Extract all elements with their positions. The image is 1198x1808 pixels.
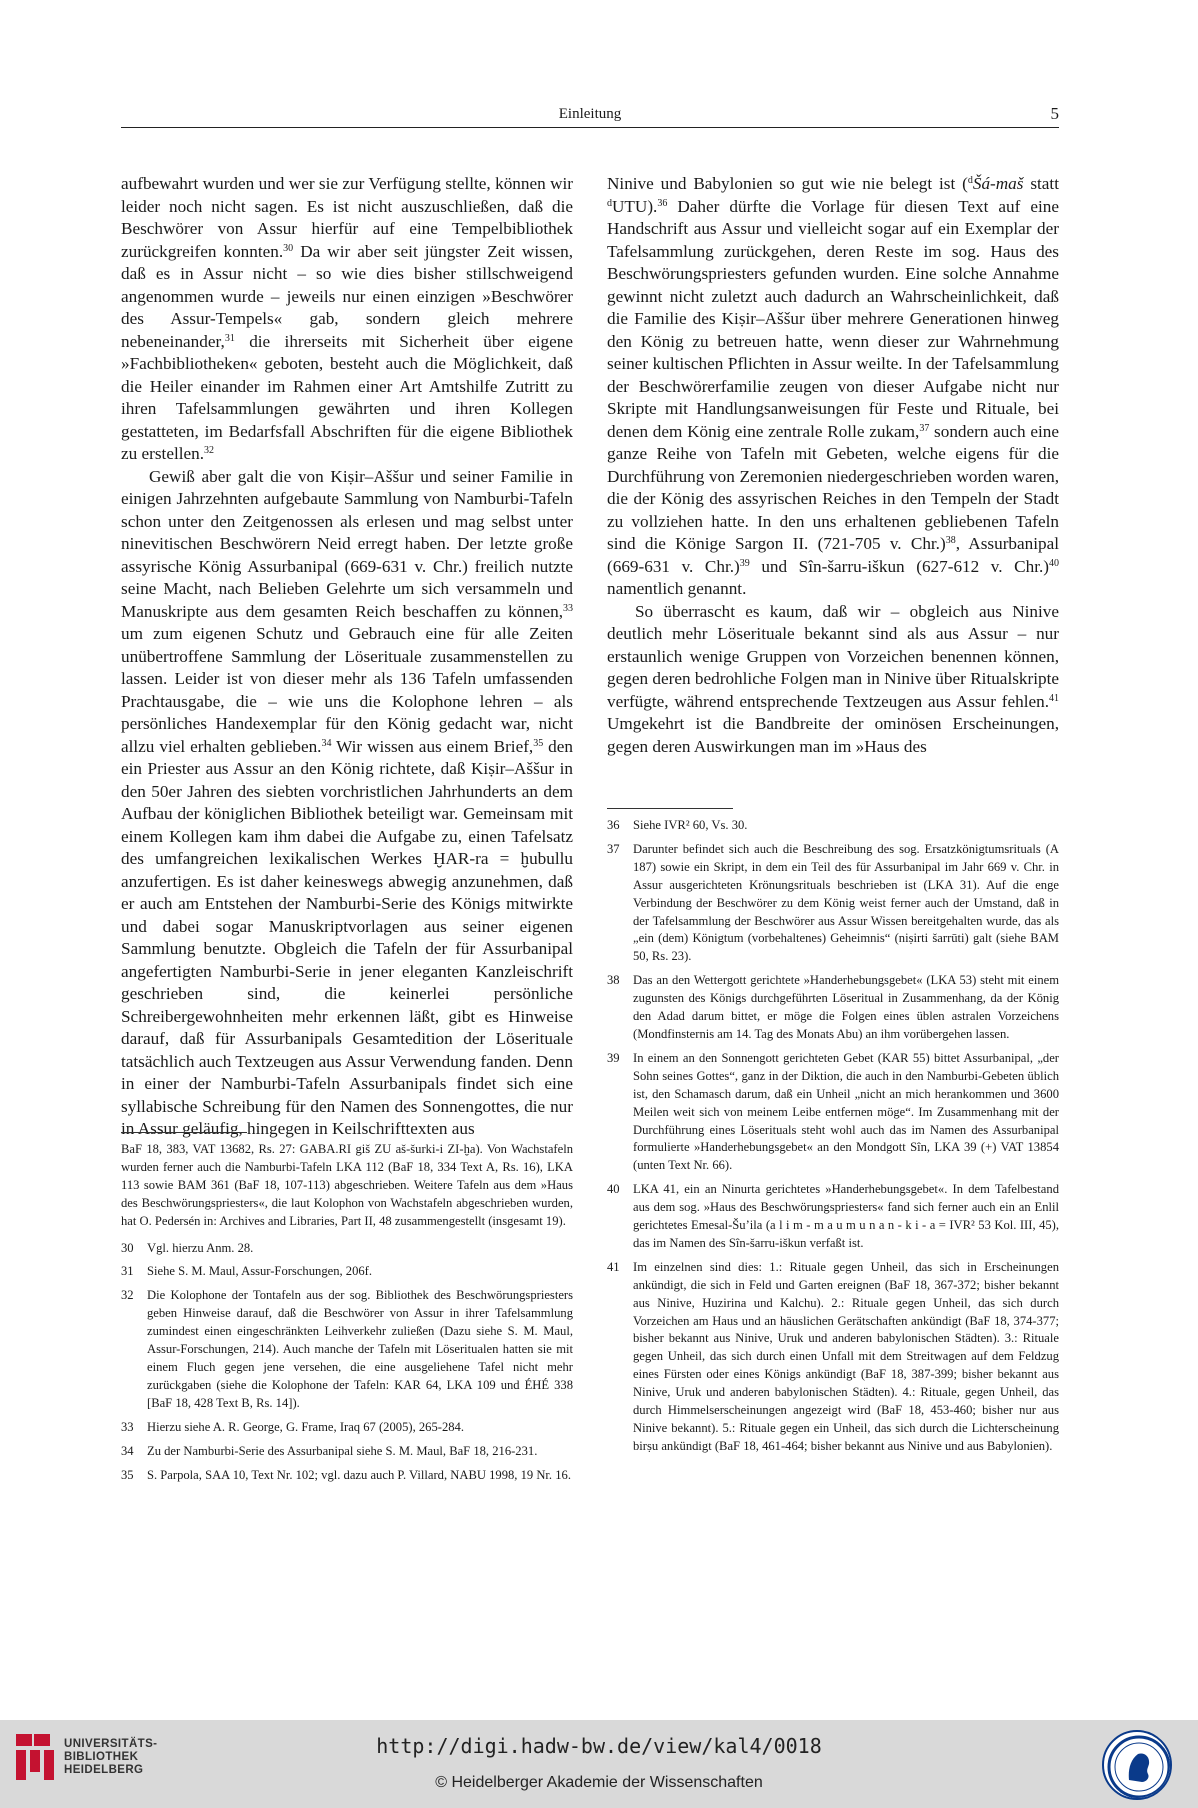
footnotes-left bbox=[121, 1141, 573, 1490]
paragraph: Gewiß aber galt die von Kiṣir–Aššur und seiner Familie in einigen Jahrzehnten aufgebaute Sammlung von Namburbi-Tafeln schon unter den Zeitgenossen als erlesen und mag selbst unter ninevitischen Beschwörern Neid erregt haben. Der letzte große assyrische König Assurbanipal (669-631 v. Chr.) freilich nutzte seine Macht, nach Belieben Gelehrte um sich versammeln und Manuskripte aus dem gesamten Reich beschaffen zu können,$^{33}$ um zum eigenen Schutz und Gebrauch eine für alle Zeiten unübertroffene Sammlung der Löserituale zusammenstellen zu lassen. Leider ist von dieser mehr als 136 Tafeln umfassenden Prachtausgabe, die – wie uns die Kolophone lehren – als persönliches Handexemplar für den König gedacht war, nicht allzu viel erhalten geblieben.$^{34}$ Wir wissen aus einem Brief,$^{35}$ den ein Priester aus Assur an den König richtete, daß Kiṣir–Aššur in den 50er Jahren des siebten vorchristlichen Jahrhunderts an dem Aufbau der königlichen Bibliothek beteiligt war. Gemeinsam mit einem Kollegen kam ihm dabei die Aufgabe zu, einen Tafelsatz des umfangreichen lexikalischen Werkes ḪAR-ra = ḫubullu anzufertigen. Es ist daher keineswegs abwegig anzunehmen, daß er auch am Entstehen der Namburbi-Serie des Königs mitwirkte und dabei sogar Manuskriptvorlagen aus seiner eigenen Sammlung benutzte. Obgleich die Tafeln der für Assurbanipal angefertigten Namburbi-Serie in jener eleganten Kanzleischrift geschrieben sind, die keinerlei persönliche Schreibergewohnheiten mehr erkennen läßt, gibt es Hinweise darauf, daß für Assurbanipals Gesamtedition der Löserituale tatsächlich auch Textzeugen aus Assur Verwendung fanden. Denn in einer der Namburbi-Tafeln Assurbanipals findet sich eine syllabische Schreibung für den Namen des Sonnengottes, die nur in Assur geläufig, hingegen in Keilschrifttexten aus bbox=[121, 466, 573, 1138]
footnote-ref[interactable]: 38 bbox=[945, 535, 956, 546]
footnote-number: 33 bbox=[121, 1419, 134, 1434]
logo-line: UNIVERSITÄTS- bbox=[64, 1737, 158, 1750]
footnote-ref[interactable]: 30 bbox=[283, 242, 294, 254]
footnote-ref[interactable]: 31 bbox=[224, 332, 235, 344]
footnote-number: 36 bbox=[607, 818, 620, 832]
footnote-31 bbox=[121, 1263, 573, 1281]
footnote-rule bbox=[121, 1132, 247, 1133]
page-number: 5 bbox=[1050, 104, 1059, 123]
footnote-ref[interactable]: 34 bbox=[321, 737, 332, 749]
footnote-number: 40 bbox=[607, 1182, 620, 1197]
footnote-33 bbox=[121, 1419, 573, 1437]
academy-seal-icon bbox=[1102, 1730, 1172, 1800]
footnote-text: Das an den Wettergott gerichtete »Handerhebungsgebet« (LKA 53) steht mit einem zugunsten des Königs durchgeführten Löseritual in Zusammenhang, da der König den Adad darum bittet, er möge die Folgen eines üblen astralen Vorzeichens (Mondfinsternis am 14. Tag des Monats Abu) an ihm vorübergehen lassen. bbox=[633, 973, 1059, 1041]
footnote-text: In einem an den Sonnengott gerichteten Gebet (KAR 55) bittet Assurbanipal, „der Sohn seines Gottes“, ganz in der Diktion, die auch in den Namburbi-Gebeten üblich ist, den Schamasch darum, daß ein Unheil „nicht an mich herankommen und 3600 Meilen weit sich von meinem Leibe entfernen möge“. Im Zusammenhang mit der Durchführung eines Löserituals steht wohl auch das im Namen des Assurbanipal formulierte »Handerhebungsgebet« an den Mondgott Sîn, LKA 39 (+) VAT 13854 (unten Text Nr. 66). bbox=[633, 1050, 1059, 1173]
footnote-text: Siehe S. M. Maul, Assur-Forschungen, 206f. bbox=[147, 1264, 373, 1279]
footnote-text: Hierzu siehe A. R. George, G. Frame, Iraq 67 (2005), 265-284. bbox=[147, 1419, 464, 1434]
running-head-title: Einleitung bbox=[558, 106, 622, 122]
footnote-text: Im einzelnen sind dies: 1.: Rituale gegen Unheil, das sich in Erscheinungen ankündigt, die sich in Feld und Garten ereignen (BaF 18, 367-372; bisher bekannt aus Ninive, Huzirina und Kalchu). 2.: Rituale gegen Unheil, das sich durch Vorzeichen am Haus und an häuslichen Gerätschaften ankündigt (BaF 18, 374-377; bisher bekannt aus Ninive, Uruk und anderen babylonischen Städten). 3.: Rituale gegen Unheil, das sich durch einen Unfall mit dem Streitwagen auf dem Feldzug eines Fürsten oder eines Königs ankündigt (BaF 18, 387-399; bisher bekannt aus Ninive, Uruk und anderen babylonischen Städten). 4.: Rituale, gegen Unheil, das durch Himmelserscheinungen angezeigt wird (BaF 18, 453-460; bisher nur aus Ninive bekannt). 5.: Rituale gegen ein Unheil, das sich durch die Lichterscheinung birṣu ankündigt (BaF 18, 461-464; bisher bekannt aus Ninive und aus Babylonien). bbox=[633, 1259, 1059, 1453]
footnote-number: 39 bbox=[607, 1050, 620, 1065]
footnote-text: Siehe IVR² 60, Vs. 30. bbox=[633, 818, 748, 832]
footnote-37 bbox=[607, 841, 1059, 966]
footnote-ref[interactable]: 32 bbox=[204, 445, 215, 456]
footnote-number: 41 bbox=[607, 1259, 620, 1274]
footnote-32 bbox=[121, 1287, 573, 1412]
footnote-number: 31 bbox=[121, 1264, 134, 1279]
footnote-number: 30 bbox=[121, 1240, 134, 1255]
footnote-34 bbox=[121, 1443, 573, 1461]
footnote-text: Die Kolophone der Tontafeln aus der sog. Bibliothek des Beschwörungspriesters geben Hinweise darauf, daß die Beschwörer von Assur in ihrer Tafelsammlung zumindest einen eingeschränkten Leihverkehr zuließen (Dazu siehe S. M. Maul, Assur-Forschungen, 214). Auch manche der Tafeln mit Löseritualen hatten sie mit einem Fluch gegen jene versehen, die eine ausgeliehene Tafel nicht mehr zurückgaben (siehe die Kolophone der Tafeln: KAR 64, LKA 109 und ÉHÉ 338 [BaF 18, 428 Text B, Rs. 14]). bbox=[147, 1288, 573, 1410]
left-column bbox=[121, 173, 573, 1141]
paragraph: aufbewahrt wurden und wer sie zur Verfügung stellte, können wir leider noch nicht sagen. Es ist nicht auszuschließen, daß die Beschwörer von Assur hierfür auf eine Tempelbibliothek zurückgreifen konnten.$^{30}$ Da wir aber seit jüngster Zeit wissen, daß es in Assur nicht – so wie dies bisher stillschweigend angenommen wurde – jeweils nur einen einzigen »Beschwörer des Assur-Tempels« gab, sondern gleich mehrere nebeneinander,$^{31}$ die ihrerseits mit Sicherheit über eigene »Fachbibliotheken« geboten, besteht auch die Möglichkeit, daß die Heiler einander im Rahmen einer Art Amtshilfe Zutritt zu ihren Tafelsammlungen gewährten und ihren Kollegen gestatteten, im Bedarfsfall Abschriften für die eigene Bibliothek zu erstellen.$^{32}$ bbox=[121, 174, 573, 463]
footnote-number: 32 bbox=[121, 1288, 134, 1303]
footnote-41 bbox=[607, 1259, 1059, 1456]
paragraph: So überrascht es kaum, daß wir – obgleich aus Ninive deutlich mehr Löserituale bekannt sind als aus Assur – nur erstaunlich wenige Gruppen von Vorzeichen benennen können, gegen deren bedrohliche Folgen man in Ninive über Ritualskripte verfügte, während entsprechende Textzeugen aus Assur fehlen.$^{41}$ Umgekehrt ist die Bandbreite der ominösen Erscheinungen, gegen deren Auswirkungen man im »Haus des bbox=[607, 601, 1059, 756]
footnote-rule bbox=[607, 808, 733, 809]
footnote-ref[interactable]: 37 bbox=[919, 422, 930, 434]
footnote-30 bbox=[121, 1240, 573, 1258]
footnote-38 bbox=[607, 972, 1059, 1044]
logo-line: BIBLIOTHEK bbox=[64, 1750, 139, 1763]
footnote-number: 38 bbox=[607, 973, 620, 988]
footnote-text: Zu der Namburbi-Serie des Assurbanipal siehe S. M. Maul, BaF 18, 216-231. bbox=[147, 1443, 538, 1458]
footnote-continuation: BaF 18, 383, VAT 13682, Rs. 27: GABA.RI giš ZU aš-šurki-i ZI-ḫa). Von Wachstafeln wurden ferner auch die Namburbi-Tafeln LKA 112 (BaF 18, 334 Text A, Rs. 16), LKA 113 sowie BAM 361 (BaF 18, 107-113) abgeschrieben. Weitere Tafeln aus dem »Haus des Beschwörungspriesters«, die laut Kolophon von Wachstafeln abgeschrieben wurden, hat O. Pedersén in: Archives and Libraries, Part II, 48 zusammengestellt (insgesamt 19). bbox=[121, 1142, 573, 1228]
footnote-36 bbox=[607, 817, 1059, 835]
permalink-url[interactable]: http://digi.hadw-bw.de/view/kal4/0018 bbox=[376, 1734, 822, 1758]
copyright-notice: © Heidelberger Akademie der Wissenschaften bbox=[435, 1774, 763, 1791]
footnote-ref[interactable]: 33 bbox=[563, 602, 573, 614]
footnote-40 bbox=[607, 1181, 1059, 1253]
running-head bbox=[121, 104, 1059, 128]
footnote-text: Vgl. hierzu Anm. 28. bbox=[147, 1240, 254, 1255]
footnotes-right bbox=[607, 817, 1059, 1462]
footnote-text: S. Parpola, SAA 10, Text Nr. 102; vgl. dazu auch P. Villard, NABU 1998, 19 Nr. 16. bbox=[147, 1467, 571, 1482]
footnote-ref[interactable]: 39 bbox=[739, 557, 750, 569]
footnote-text: LKA 41, ein an Ninurta gerichtetes »Handerhebungsgebet«. In dem Tafelbestand aus dem sog. »Haus des Beschwörungspriesters« fand sich ferner auch ein an Enlil gerichtetes Emesal-Šu’ila (a l i m - m a u m u n a n - k i - a = IVR² 53 Kol. III, 45), das im Namen des Sîn-šarru-iškun verfaßt ist. bbox=[633, 1182, 1059, 1250]
footnote-ref[interactable]: 36 bbox=[657, 197, 668, 209]
footnote-35 bbox=[121, 1467, 573, 1485]
footnote-number: 37 bbox=[607, 841, 620, 856]
viewer-footer bbox=[0, 1720, 1198, 1808]
footnote-ref[interactable]: 40 bbox=[1049, 557, 1059, 569]
logo-line: HEIDELBERG bbox=[64, 1763, 144, 1776]
paragraph: Ninive und Babylonien so gut wie nie belegt ist ($^d$Šá-maš statt $^d$UTU).$^{36}$ Daher dürfte die Vorlage für diesen Text auf eine Handschrift aus Assur und vielleicht sogar auf ein Exemplar der Tafelsammlung zurückgehen, deren Reste im sog. Haus des Beschwörungspriesters gefunden wurden. Eine solche Annahme gewinnt nicht zuletzt auch dadurch an Wahrscheinlichkeit, daß die Familie des Kiṣir–Aššur über mehrere Generationen hinweg den König zu betreuen hatte, wenn dieser zur Wahrnehmung seiner kultischen Pflichten in Assur weilte. In der Tafelsammlung der Beschwörerfamilie zeugen von dieser Aufgabe nicht nur Skripte mit Handlungsanweisungen für Feste und Rituale, bei denen dem König eine zentrale Rolle zukam,$^{37}$ sondern auch eine ganze Reihe von Tafeln mit Gebeten, welche eigens für die Durchführung von Zeremonien niedergeschrieben worden waren, die der König des assyrischen Reiches in den Tempeln der Stadt zu vollziehen hatte. In den uns erhaltenen gebliebenen Tafeln sind die Könige Sargon II. (721-705 v. Chr.)$^{38}$, Assurbanipal (669-631 v. Chr.)$^{39}$ und Sîn-šarru-iškun (627-612 v. Chr.)$^{40}$ namentlich genannt. bbox=[607, 174, 1060, 598]
footnote-text: Darunter befindet sich auch die Beschreibung des sog. Ersatzkönigtumsrituals (A 187) sowie ein Skript, in dem ein Teil des für Assurbanipal im Jahr 669 v. Chr. in Assur ausgerichteten Krönungsrituals beschrieben ist (LKA 31). Auf die enge Verbindung der Beschwörer zu dem König weist ferner auch der Umstand, daß in der Tafelsammlung der Beschwörer aus Assur Wissen bereitgehalten wurde, das als „ein (dem) Königtum (vorbehaltenes) Geheimnis“ (niṣirti šarrūti) galt (siehe BAM 50, Rs. 23). bbox=[633, 841, 1059, 964]
footnote-number: 35 bbox=[121, 1467, 134, 1482]
footnote-ref[interactable]: 35 bbox=[533, 737, 544, 749]
right-column bbox=[607, 173, 1059, 758]
footnote-39 bbox=[607, 1050, 1059, 1175]
footnote-number: 34 bbox=[121, 1443, 134, 1458]
footnote-ref[interactable]: 41 bbox=[1049, 692, 1059, 704]
